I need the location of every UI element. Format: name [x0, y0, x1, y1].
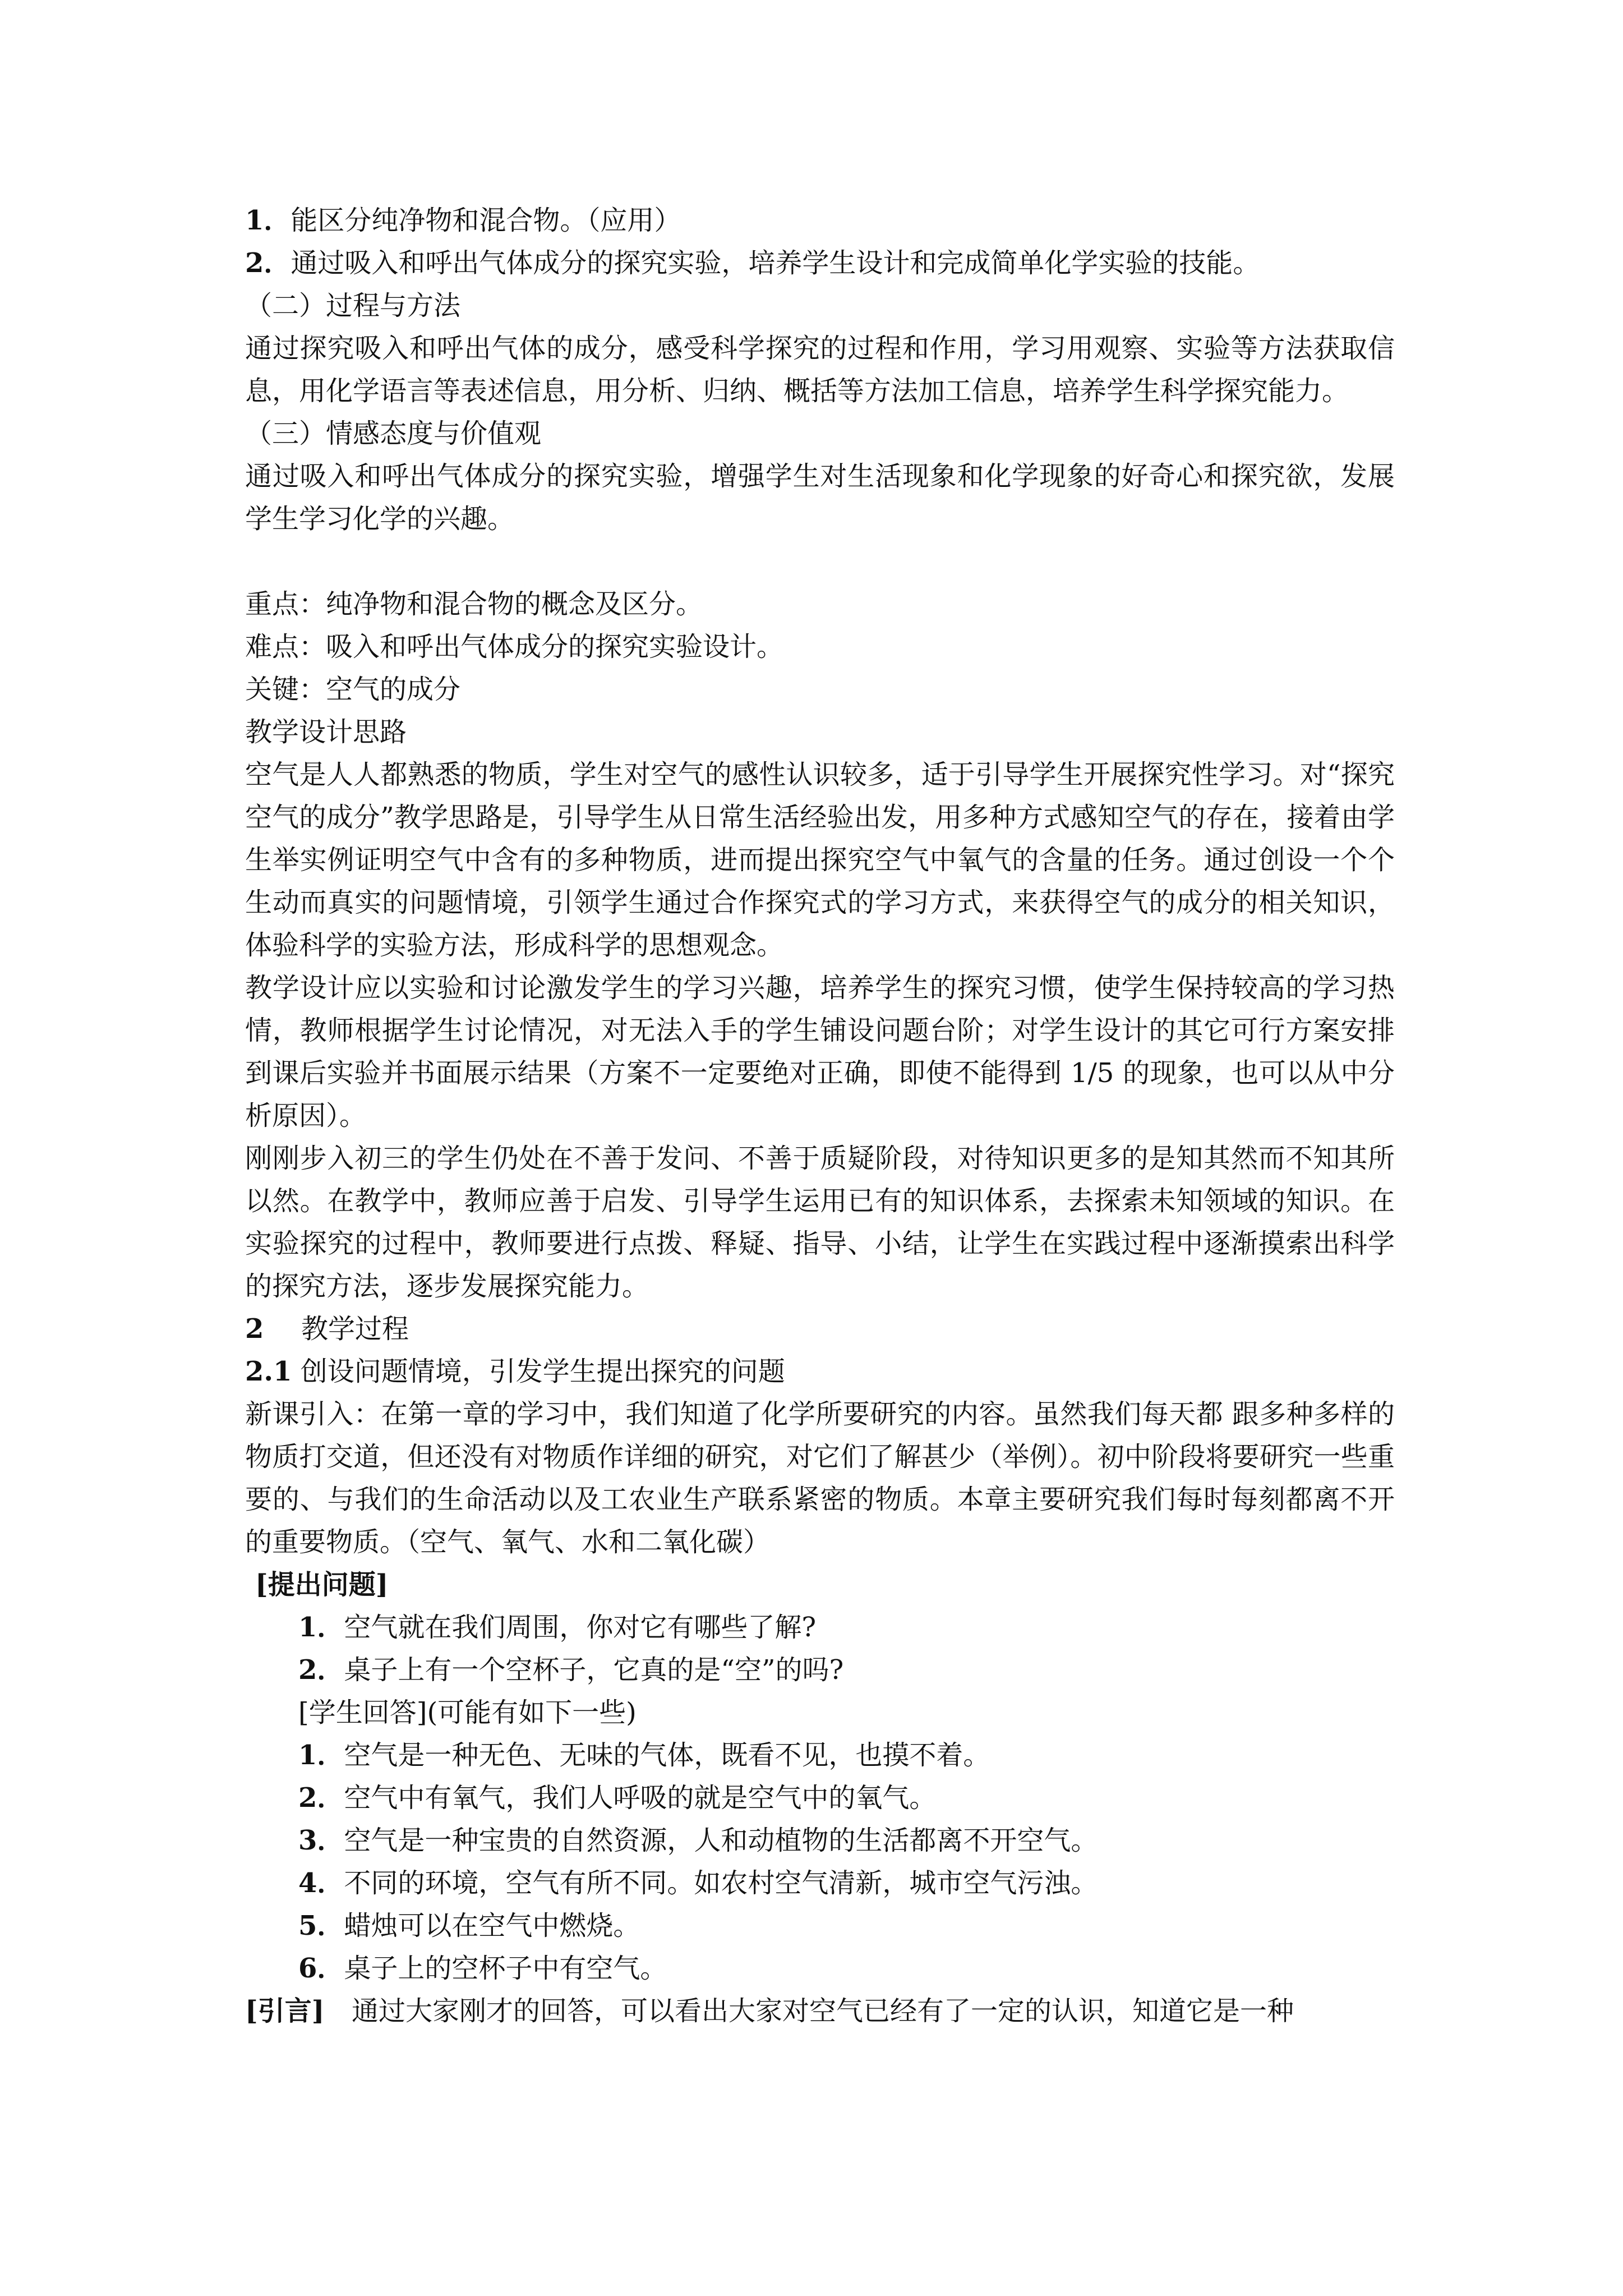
item-text: 桌子上有一个空杯子，它真的是“空”的吗?: [344, 1654, 844, 1686]
document-body: [245, 199, 1395, 2032]
section-number: 2: [245, 1313, 264, 1345]
question-item-1: [245, 1606, 1395, 1649]
design-heading: 教学设计思路: [245, 716, 407, 748]
item-number: 6．: [298, 1953, 344, 1984]
design-paragraph-2: 教学设计应以实验和讨论激发学生的学习兴趣，培养学生的探究习惯，使学生保持较高的学习热情，教师根据学生讨论情况，对无法入手的学生铺设问题台阶；对学生设计的其它可行方案安排到课后实验并书面展示结果（方案不一定要绝对正确，即使不能得到 1/5 的现象，也可以从中分析原因）。: [245, 972, 1395, 1131]
item-number: 2．: [245, 247, 291, 279]
emotion-value-paragraph: 通过吸入和呼出气体成分的探究实验，增强学生对生活现象和化学现象的好奇心和探究欲，发展学生学习化学的兴趣。: [245, 461, 1395, 535]
section-title: 教学过程: [301, 1313, 409, 1345]
emotion-value-heading: （三）情感态度与价值观: [245, 418, 542, 449]
item-text: 不同的环境，空气有所不同。如农村空气清新，城市空气污浊。: [344, 1867, 1098, 1899]
yinyan-text: 通过大家刚才的回答，可以看出大家对空气已经有了一定的认识，知道它是一种: [352, 1995, 1294, 2027]
item-text: 空气就在我们周围，你对它有哪些了解?: [344, 1612, 817, 1643]
key-point-line: 重点：纯净物和混合物的概念及区分。: [245, 588, 703, 620]
subsection-number: 2.1: [245, 1356, 292, 1387]
item-text: 空气是一种宝贵的自然资源，人和动植物的生活都离不开空气。: [344, 1825, 1098, 1856]
intro-paragraph: 新课引入：在第一章的学习中，我们知道了化学所要研究的内容。虽然我们每天都 跟多种多样的物质打交道，但还没有对物质作详细的研究，对它们了解甚少（举例）。初中阶段将要研究一些重要的、与我们的生命活动以及工农业生产联系紧密的物质。本章主要研究我们每时每刻都离不开的重要物质。（空气、氧气、水和二氧化碳）: [245, 1398, 1395, 1558]
yinyan-line: [245, 1990, 1395, 2032]
item-text: 空气中有氧气，我们人呼吸的就是空气中的氧气。: [344, 1782, 937, 1814]
item-number: 1．: [298, 1612, 344, 1643]
answers-label: [学生回答](可能有如下一些): [298, 1697, 637, 1728]
answer-item-5: [245, 1904, 1395, 1947]
process-method-heading: （二）过程与方法: [245, 290, 461, 321]
item-number: 2．: [298, 1782, 344, 1814]
item-text: 空气是一种无色、无味的气体，既看不见，也摸不着。: [344, 1740, 990, 1771]
item-text: 桌子上的空杯子中有空气。: [344, 1953, 667, 1984]
subsection-heading: [245, 1350, 1395, 1393]
design-paragraph-3: 刚刚步入初三的学生仍处在不善于发问、不善于质疑阶段，对待知识更多的是知其然而不知其所以然。在教学中，教师应善于启发、引导学生运用已有的知识体系，去探索未知领域的知识。在实验探究的过程中，教师要进行点拨、释疑、指导、小结，让学生在实践过程中逐渐摸索出科学的探究方法，逐步发展探究能力。: [245, 1143, 1395, 1302]
knowledge-item-2: [245, 242, 1395, 284]
item-number: 1．: [298, 1740, 344, 1771]
subsection-title: 创设问题情境，引发学生提出探究的问题: [300, 1356, 785, 1387]
answer-item-2: [245, 1777, 1395, 1819]
item-number: 5．: [298, 1910, 344, 1941]
answer-item-3: [245, 1819, 1395, 1862]
answer-item-6: [245, 1947, 1395, 1990]
answer-item-1: [245, 1734, 1395, 1777]
blank-line: [245, 540, 1395, 583]
item-text: 能区分纯净物和混合物。（应用）: [291, 205, 681, 236]
item-number: 1．: [245, 205, 291, 236]
question-item-2: [245, 1649, 1395, 1691]
item-text: 蜡烛可以在空气中燃烧。: [344, 1910, 640, 1941]
item-number: 2．: [298, 1654, 344, 1686]
key-line: 关键：空气的成分: [245, 674, 461, 705]
section-heading: [245, 1308, 1395, 1350]
answer-item-4: [245, 1862, 1395, 1904]
yinyan-label: [引言]: [245, 1995, 325, 2027]
design-paragraph-1: 空气是人人都熟悉的物质，学生对空气的感性认识较多，适于引导学生开展探究性学习。对“探究空气的成分”教学思路是，引导学生从日常生活经验出发，用多种方式感知空气的存在，接着由学生举实例证明空气中含有的多种物质，进而提出探究空气中氧气的含量的任务。通过创设一个个生动而真实的问题情境，引领学生通过合作探究式的学习方式，来获得空气的成分的相关知识，体验科学的实验方法，形成科学的思想观念。: [245, 759, 1395, 961]
difficulty-line: 难点：吸入和呼出气体成分的探究实验设计。: [245, 631, 784, 662]
item-number: 4．: [298, 1867, 344, 1899]
item-number: 3．: [298, 1825, 344, 1856]
questions-label: [提出问题]: [255, 1569, 389, 1600]
knowledge-item-1: [245, 199, 1395, 242]
process-method-paragraph: 通过探究吸入和呼出气体的成分，感受科学探究的过程和作用，学习用观察、实验等方法获取信息，用化学语言等表述信息，用分析、归纳、概括等方法加工信息，培养学生科学探究能力。: [245, 333, 1395, 407]
item-text: 通过吸入和呼出气体成分的探究实验，培养学生设计和完成简单化学实验的技能。: [291, 247, 1260, 279]
